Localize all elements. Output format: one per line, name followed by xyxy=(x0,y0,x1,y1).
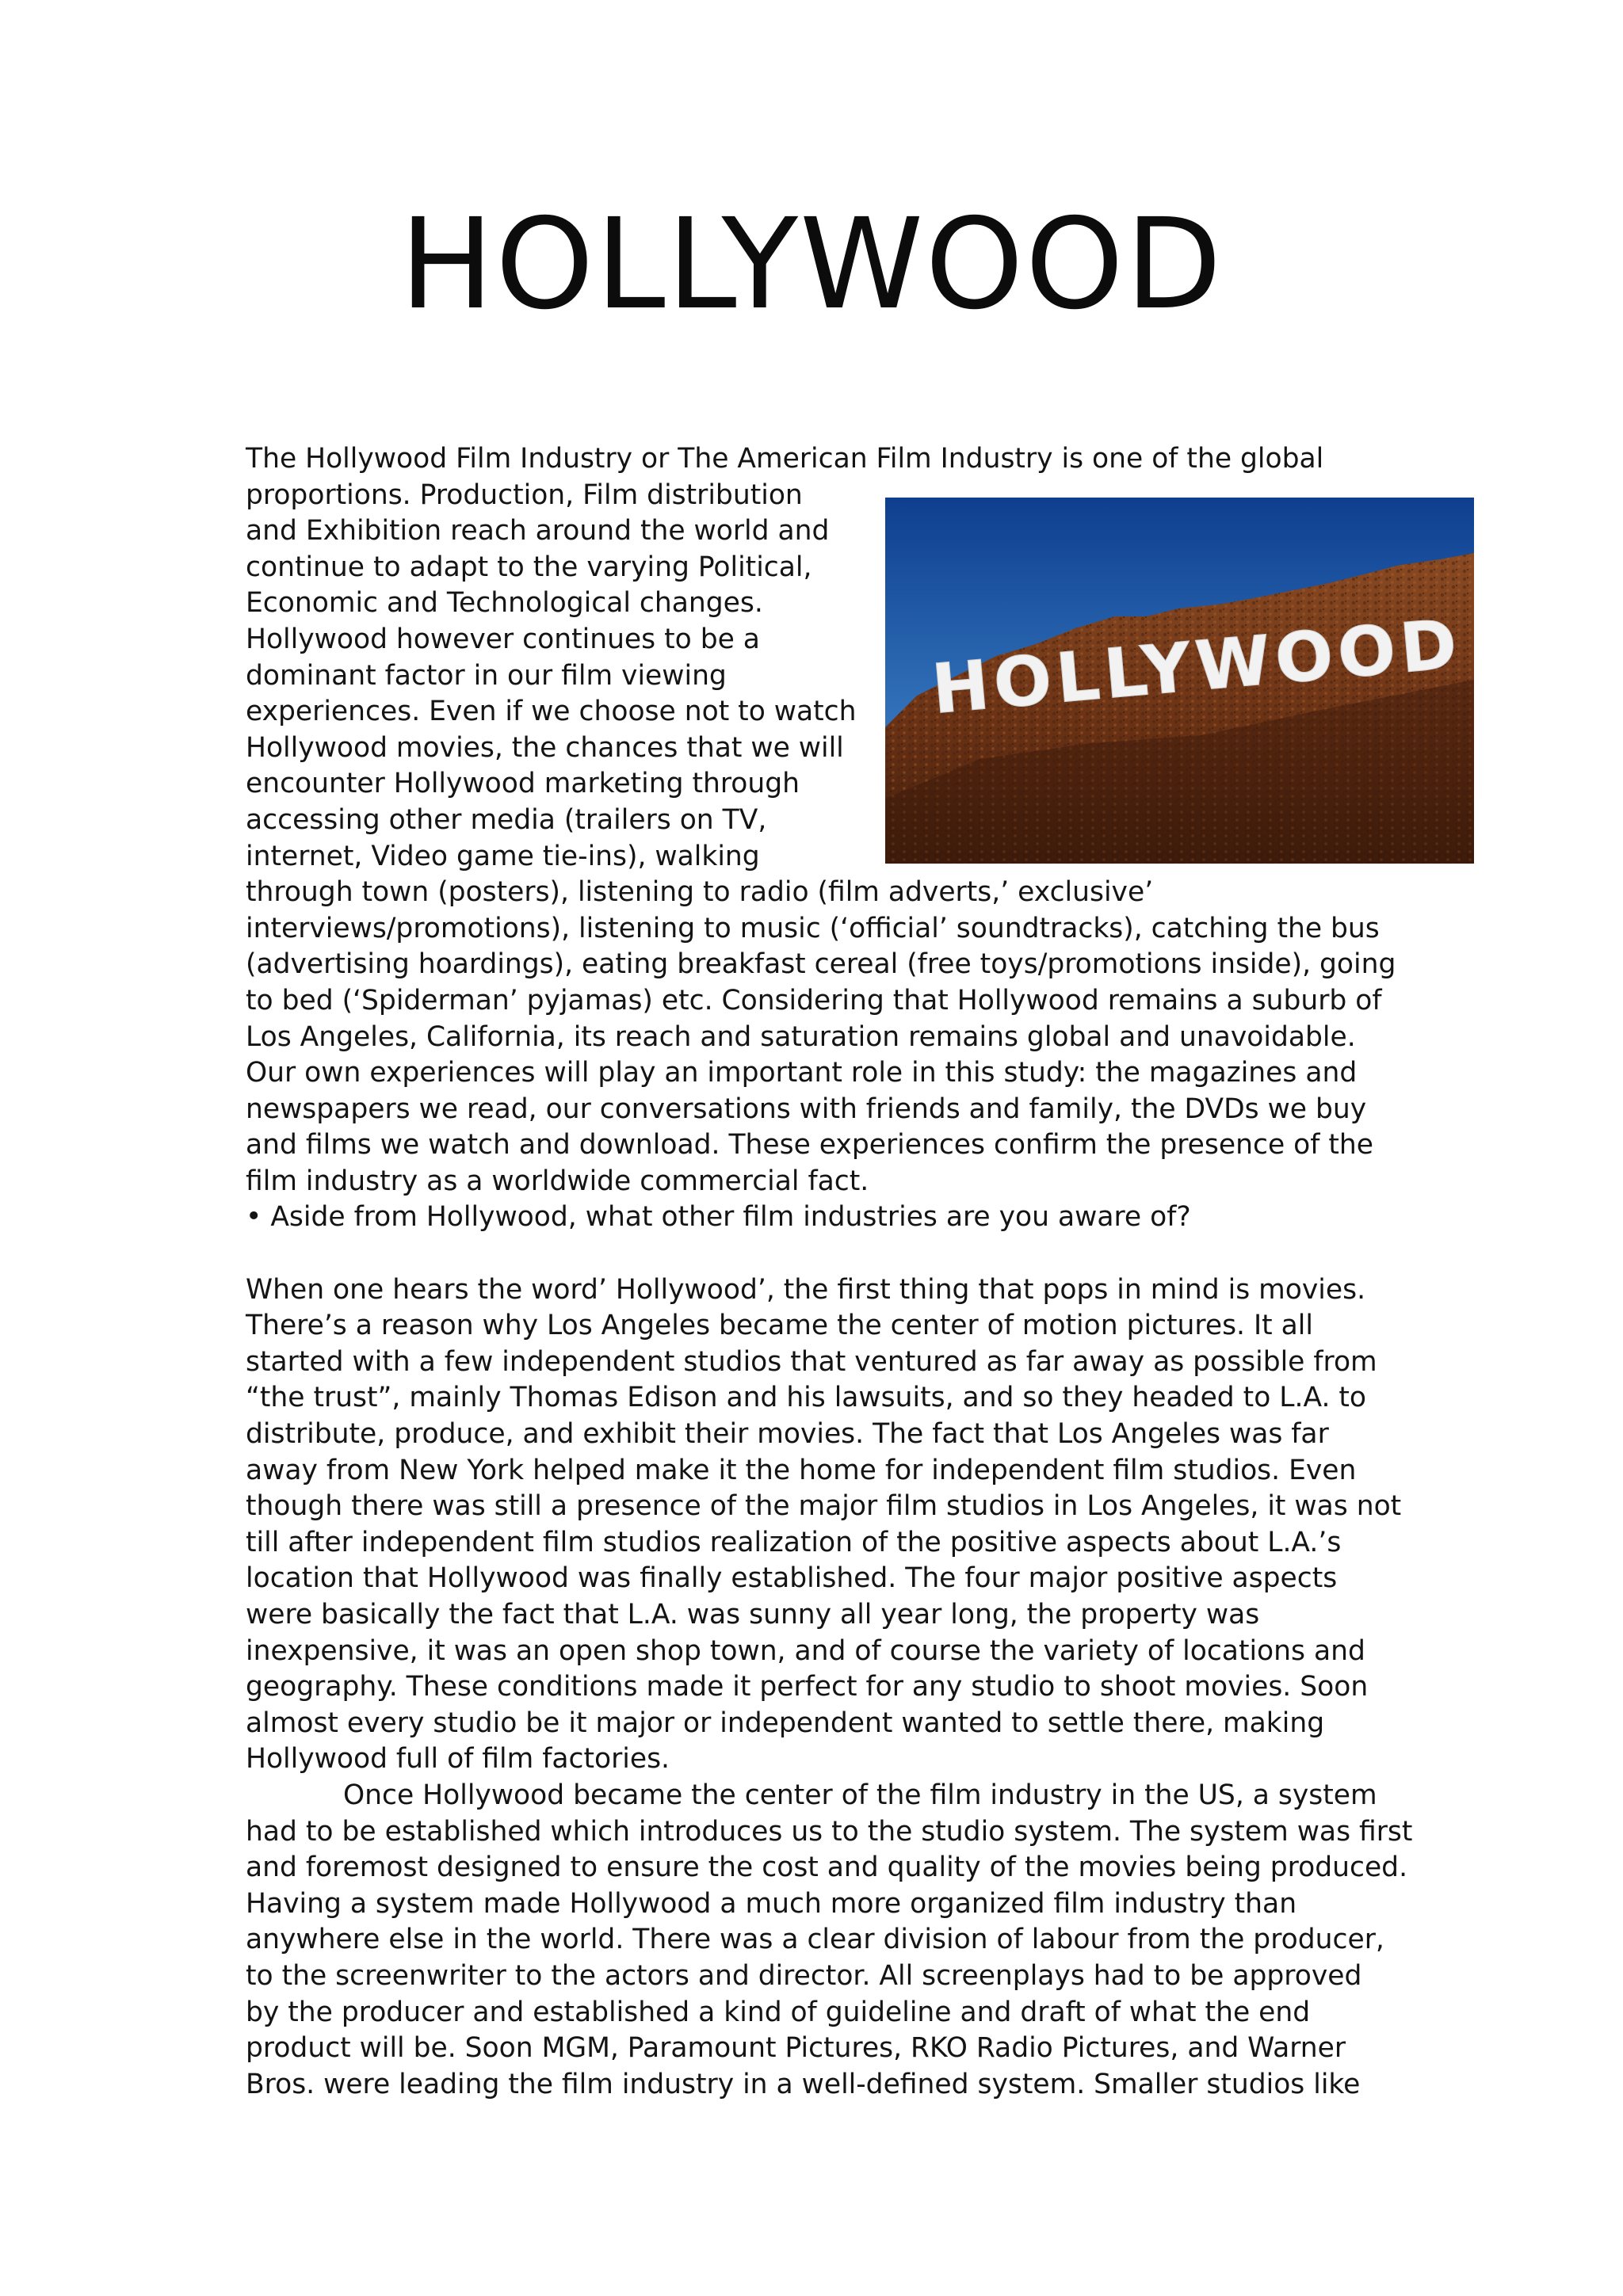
text-line: through town (posters), listening to radio (film adverts,’ exclusive’ xyxy=(246,876,1154,909)
text-line: were basically the fact that L.A. was sunny all year long, the property was xyxy=(246,1599,1260,1630)
text-line: • Aside from Hollywood, what other film industries are you aware of? xyxy=(246,1201,1191,1234)
text-line: There’s a reason why Los Angeles became the center of motion pictures. It all xyxy=(246,1310,1313,1342)
text-line: distribute, produce, and exhibit their movies. The fact that Los Angeles was far xyxy=(246,1418,1329,1451)
text-line: “the trust”, mainly Thomas Edison and his lawsuits, and so they headed to L.A. to xyxy=(246,1382,1367,1414)
text-line: product will be. Soon MGM, Paramount Pictures, RKO Radio Pictures, and Warner xyxy=(246,2032,1346,2065)
text-line: accessing other media (trailers on TV, xyxy=(246,803,767,836)
text-line: Once Hollywood became the center of the film industry in the US, a system xyxy=(343,1779,1377,1811)
text-line: film industry as a worldwide commercial fact. xyxy=(246,1165,869,1197)
text-line: (advertising hoardings), eating breakfast cereal (free toys/promotions inside), going xyxy=(246,948,1396,981)
paragraph-spacer xyxy=(246,1236,1387,1272)
text-line: location that Hollywood was finally established. The four major positive aspects xyxy=(246,1562,1338,1595)
text-line: by the producer and established a kind of guideline and draft of what the end xyxy=(246,1996,1311,2028)
text-line: Hollywood full of film factories. xyxy=(246,1743,670,1775)
text-line: Hollywood movies, the chances that we will xyxy=(246,731,844,764)
text-line: continue to adapt to the varying Political, xyxy=(246,551,812,583)
text-line: Economic and Technological changes. xyxy=(246,587,763,620)
text-line: and Exhibition reach around the world and xyxy=(246,515,830,547)
text-line: geography. These conditions made it perfect for any studio to shoot movies. Soon xyxy=(246,1671,1369,1703)
text-line: though there was still a presence of the major film studios in Los Angeles, it was not xyxy=(246,1490,1402,1523)
text-line: started with a few independent studios that ventured as far away as possible from xyxy=(246,1345,1377,1378)
text-line: The Hollywood Film Industry or The American Film Industry is one of the global xyxy=(246,443,1324,475)
text-line: Our own experiences will play an important role in this study: the magazines and xyxy=(246,1057,1358,1089)
text-line: to the screenwriter to the actors and director. All screenplays had to be approved xyxy=(246,1959,1362,1992)
text-line: internet, Video game tie-ins), walking xyxy=(246,840,760,872)
text-line: and foremost designed to ensure the cost and quality of the movies being produced. xyxy=(246,1852,1408,1884)
text-line: almost every studio be it major or independent wanted to settle there, making xyxy=(246,1707,1325,1739)
text-line: experiences. Even if we choose not to watch xyxy=(246,696,857,728)
text-line: and films we watch and download. These experiences confirm the presence of the xyxy=(246,1129,1373,1161)
text-line: had to be established which introduces us to the studio system. The system was first xyxy=(246,1815,1413,1848)
document-title: HOLLYWOOD xyxy=(399,192,1224,338)
text-line: encounter Hollywood marketing through xyxy=(246,768,800,800)
text-line: proportions. Production, Film distribution xyxy=(246,479,803,511)
text-line: interviews/promotions), listening to music (‘official’ soundtracks), catching the bus xyxy=(246,912,1380,944)
intro-paragraph xyxy=(246,441,1396,1236)
text-line: dominant factor in our film viewing xyxy=(246,659,727,692)
text-line: to bed (‘Spiderman’ pyjamas) etc. Considering that Hollywood remains a suburb of xyxy=(246,984,1382,1016)
text-line: newspapers we read, our conversations with friends and family, the DVDs we buy xyxy=(246,1093,1367,1125)
text-line: away from New York helped make it the home for independent film studios. Even xyxy=(246,1454,1357,1486)
text-line: Hollywood however continues to be a xyxy=(246,623,760,655)
text-line: inexpensive, it was an open shop town, and of course the variety of locations and xyxy=(246,1634,1365,1667)
article-body xyxy=(246,441,1413,2103)
text-line: Los Angeles, California, its reach and saturation remains global and unavoidable. xyxy=(246,1020,1356,1053)
hollywood-sign-letters: HOLLYWOOD xyxy=(929,604,1465,730)
history-paragraph xyxy=(246,1272,1402,1778)
text-line: Having a system made Hollywood a much more organized film industry than xyxy=(246,1887,1297,1920)
studio-system-paragraph xyxy=(246,1778,1413,2103)
text-line: When one hears the word’ Hollywood’, the first thing that pops in mind is movies. xyxy=(246,1273,1366,1306)
text-line: Bros. were leading the film industry in a well-defined system. Smaller studios like xyxy=(246,2068,1361,2100)
text-line: till after independent film studios realization of the positive aspects about L.A.’s xyxy=(246,1526,1342,1558)
text-line: anywhere else in the world. There was a clear division of labour from the producer, xyxy=(246,1924,1384,1956)
